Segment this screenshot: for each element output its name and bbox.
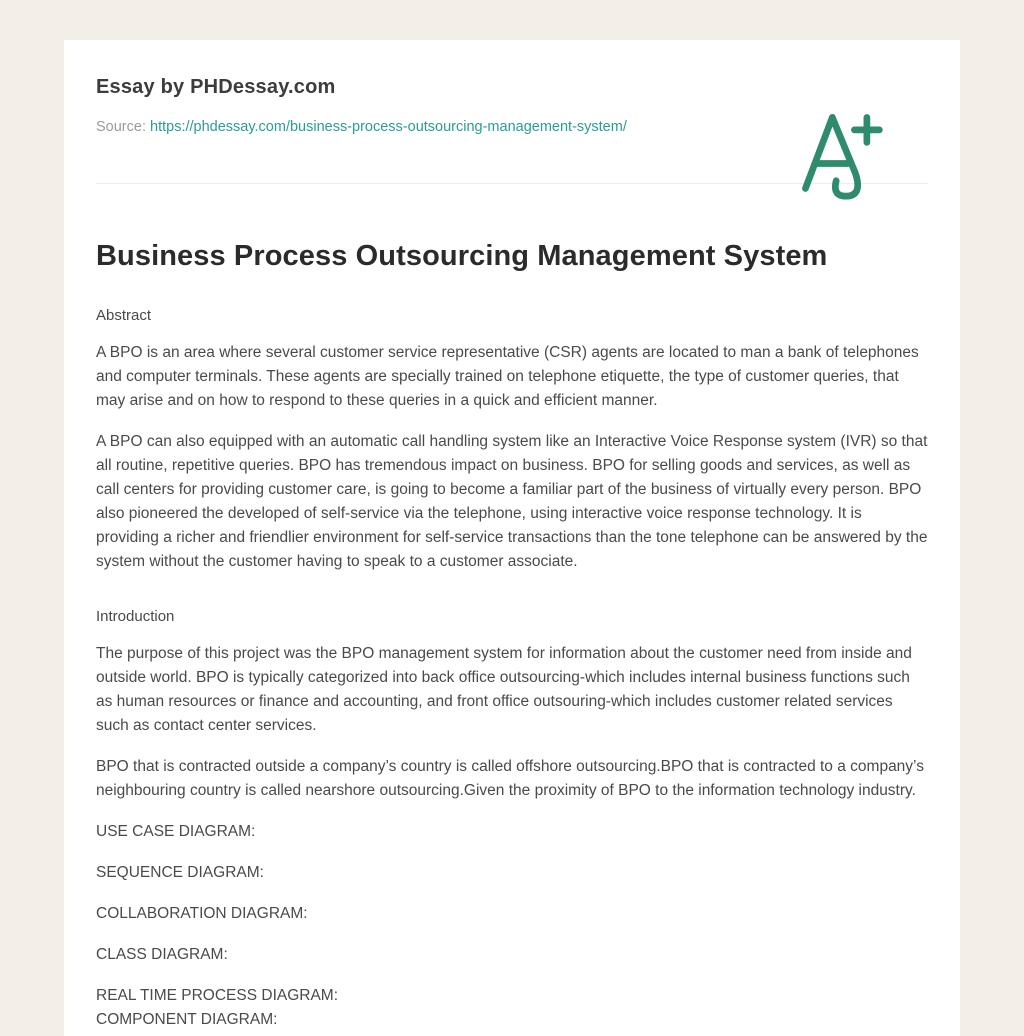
introduction-heading: Introduction — [96, 608, 175, 625]
abstract-paragraph-2: A BPO can also equipped with an automatic call handling system like an Interactive Voice Response system (IVR) so that all routine, repetitive queries. BPO has tremendous impact on business. BPO for selling goods and services, as well as call centers for providing customer care, is going to become a familiar part of the business of virtually every person. BPO also pioneered the developed of self-service via the telephone, using interactive voice response technology. It is providing a richer and friendlier environment for self-service transactions than the tone telephone can be answered by the system without the customer having to speak to a customer associate. — [96, 433, 928, 570]
abstract-heading: Abstract — [96, 307, 152, 324]
collaboration-diagram-label: COLLABORATION DIAGRAM: — [96, 905, 308, 922]
class-diagram-label: CLASS DIAGRAM: — [96, 946, 228, 963]
component-diagram-label: COMPONENT DIAGRAM: — [96, 1011, 278, 1028]
source-url-link[interactable]: https://phdessay.com/business-process-outsourcing-management-system/ — [150, 119, 627, 135]
essay-card — [64, 40, 960, 1036]
real-time-process-diagram-label: REAL TIME PROCESS DIAGRAM: — [96, 987, 339, 1004]
introduction-paragraph-1: The purpose of this project was the BPO management system for information about the customer need from inside and outside world. BPO is typically categorized into back office outsourcing-which includes internal business functions such as human resources or finance and accounting, and front office outsouring-which includes customer related services such as contact center services. — [96, 645, 912, 734]
abstract-paragraph-1: A BPO is an area where several customer service representative (CSR) agents are located to man a bank of telephones and computer terminals. These agents are specially trained on telephone etiquette, the type of customer queries, that may arise and on how to respond to these queries in a quick and efficient manner. — [96, 344, 919, 409]
source-label: Source: — [96, 119, 146, 135]
essay-by-title: Essay by PHDessay.com — [96, 76, 336, 98]
essay-header — [96, 76, 928, 184]
introduction-paragraph-2: BPO that is contracted outside a company’s country is called offshore outsourcing.BPO that is contracted to a company’s neighbouring country is called nearshore outsourcing.Given the proximity of BPO to the information technology industry. — [96, 758, 924, 799]
phdessay-logo-icon — [792, 104, 888, 200]
article-title: Business Process Outsourcing Management System — [96, 240, 828, 272]
sequence-diagram-label: SEQUENCE DIAGRAM: — [96, 864, 264, 881]
use-case-diagram-label: USE CASE DIAGRAM: — [96, 823, 256, 840]
